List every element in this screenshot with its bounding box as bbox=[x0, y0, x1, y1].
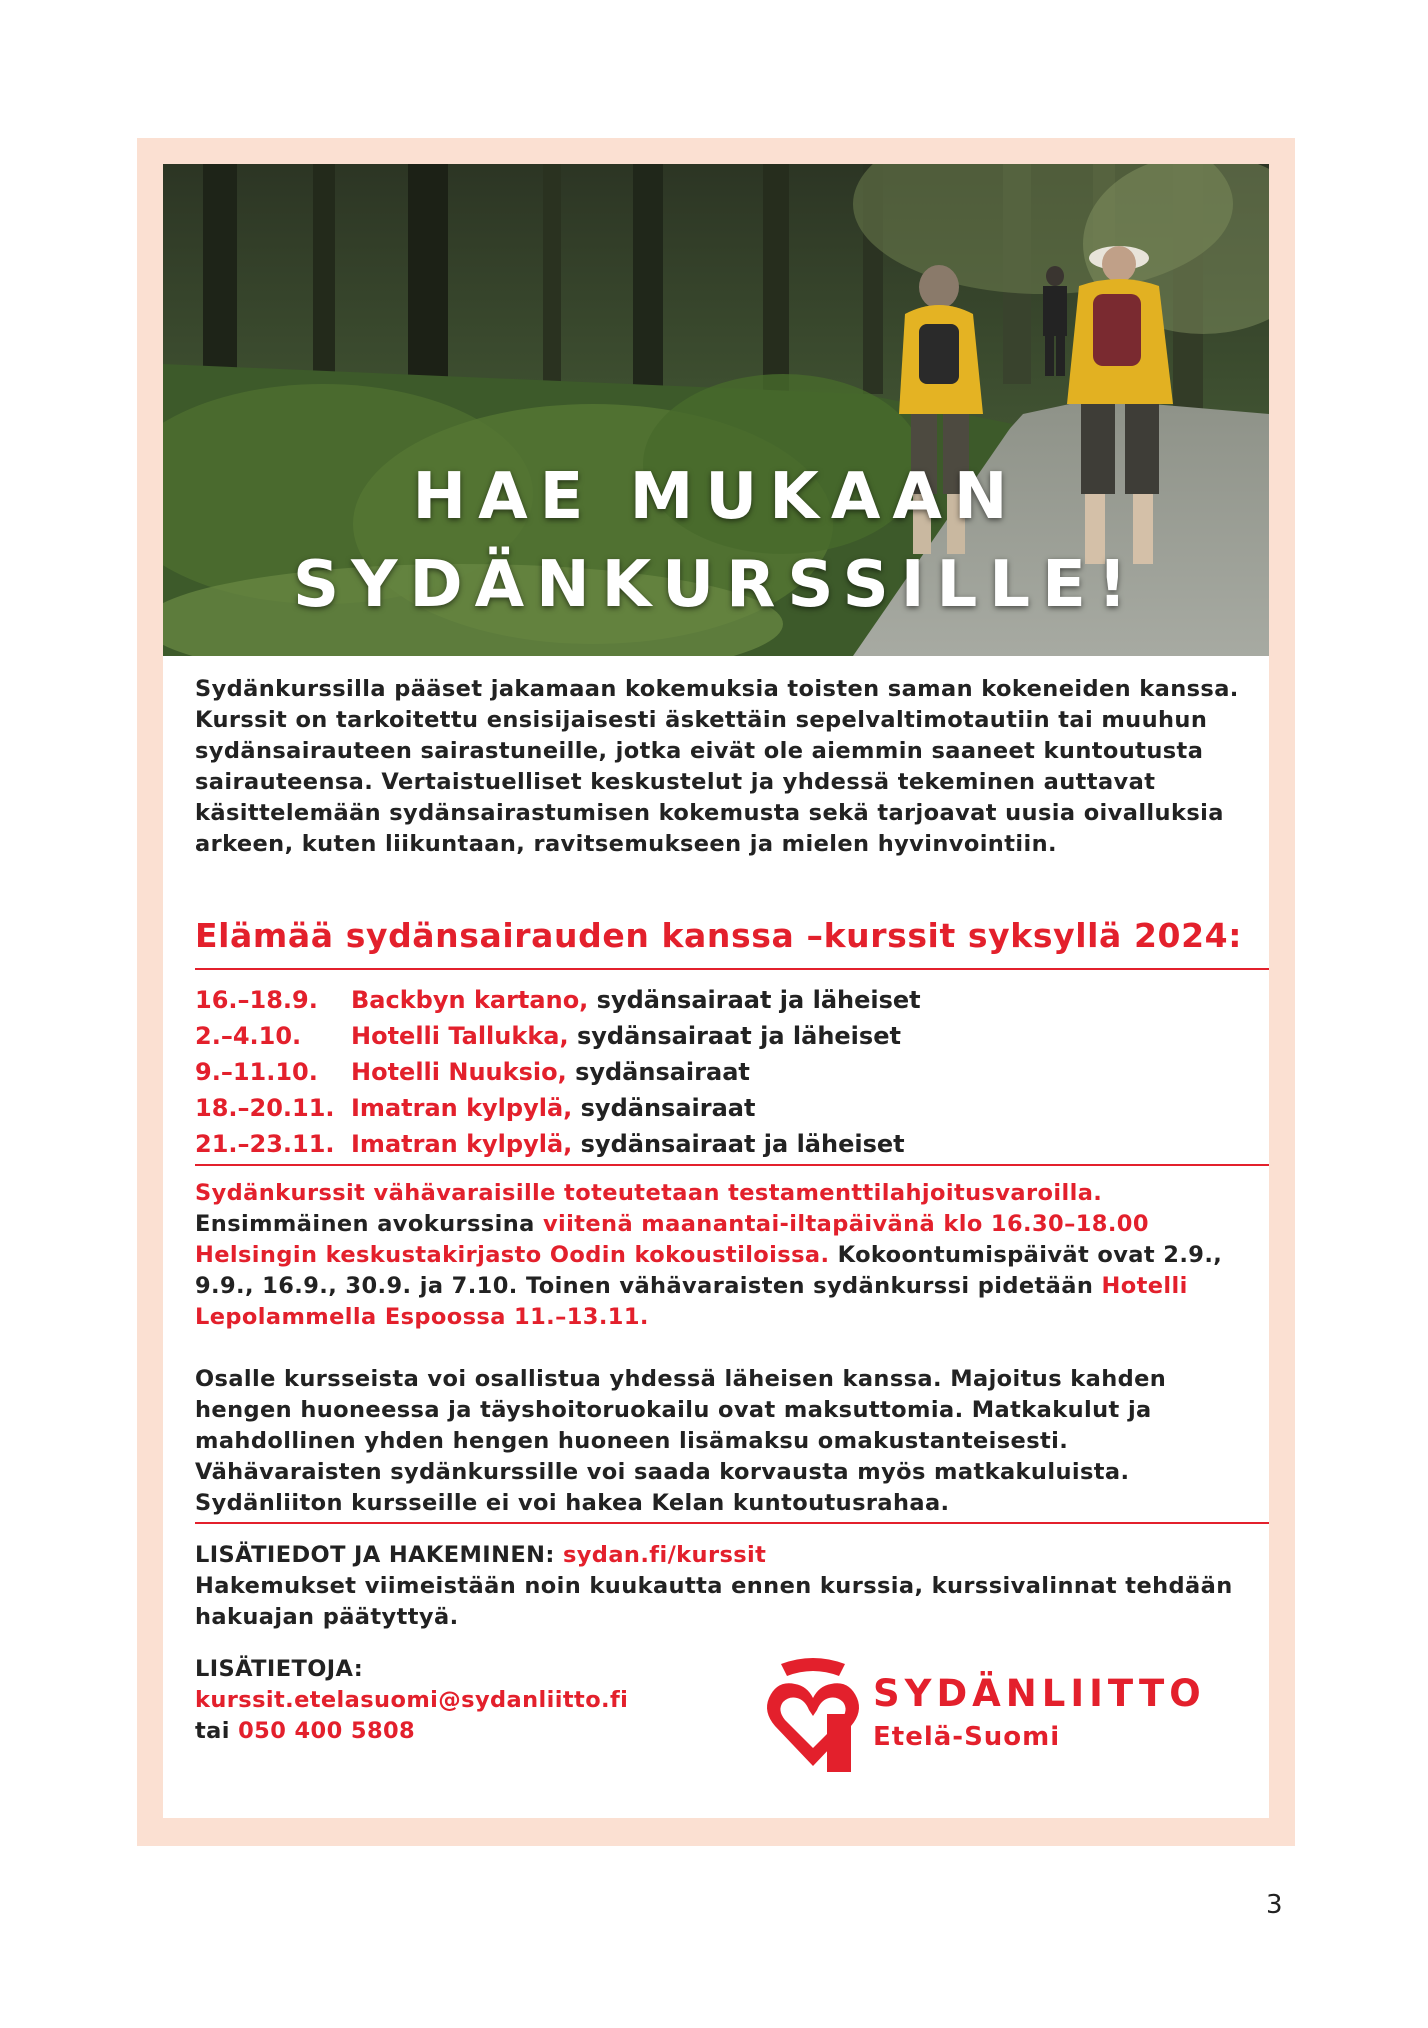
apply-text: Hakemukset viimeistään noin kuukautta ennen kurssia, kurssivalinnat tehdään hakuajan päätyttyä. bbox=[195, 1573, 1233, 1630]
course-row bbox=[195, 1126, 1245, 1162]
low-income-highlight2: Hotelli Lepolammella Espoossa 11.–13.11. bbox=[195, 1273, 1188, 1330]
course-date: 2.–4.10. bbox=[195, 1022, 302, 1050]
course-row bbox=[195, 1054, 1245, 1090]
low-income-lead: Sydänkurssit vähävaraisille toteutetaan testamenttilahjoitusvaroilla. bbox=[195, 1180, 1103, 1206]
costs-text: Osalle kursseista voi osallistua yhdessä läheisen kanssa. Majoitus kahden hengen huoneessa ja täyshoitoruokailu ovat maksuttomia. Matkakulut ja mahdollinen yhden hengen huoneen lisämaksu omakustanteisesti. Vähävaraisten sydänkurssille voi saada korvausta myös matkakuluista. Sydänliiton kursseille ei voi hakea Kelan kuntoutusrahaa. bbox=[195, 1366, 1167, 1516]
course-audience: sydänsairaat bbox=[575, 1058, 750, 1086]
contact-text-block bbox=[195, 1654, 795, 1747]
course-row bbox=[195, 1018, 1245, 1054]
heart-logo-icon bbox=[763, 1656, 863, 1776]
intro-text: Sydänkurssilla pääset jakamaan kokemuksia toisten saman kokeneiden kanssa. Kurssit on tarkoitettu ensisijaisesti äskettäin sepelvaltimotautiin tai muuhun sydänsairauteen sairastuneille, jotka eivät ole aiemmin saaneet kuntoutusta sairauteensa. Vertaistuelliset keskustelut ja yhdessä tekeminen auttavat käsittelemään sydänsairastumisen kokemusta sekä tarjoavat uusia oivalluksia arkeen, kuten liikuntaan, ravitsemukseen ja mielen hyvinvointiin. bbox=[195, 676, 1239, 857]
hero-photo bbox=[163, 164, 1269, 656]
course-audience: sydänsairaat ja läheiset bbox=[596, 986, 921, 1014]
course-place: Hotelli Tallukka, bbox=[351, 1022, 569, 1050]
contact-email[interactable]: kurssit.etelasuomi@sydanliitto.fi bbox=[195, 1687, 629, 1713]
logo-name: SYDÄNLIITTO bbox=[873, 1672, 1206, 1715]
course-place: Backbyn kartano, bbox=[351, 986, 589, 1014]
courses-heading: Elämää sydänsairauden kanssa –kurssit syksyllä 2024: bbox=[195, 916, 1243, 955]
course-place: Imatran kylpylä, bbox=[351, 1130, 573, 1158]
hero-title-line2: SYDÄNKURSSILLE! bbox=[293, 548, 1139, 622]
contact-or: tai bbox=[195, 1718, 230, 1744]
intro-paragraph bbox=[195, 674, 1245, 860]
apply-link[interactable]: sydan.fi/kurssit bbox=[562, 1542, 767, 1568]
contact-label: LISÄTIETOJA: bbox=[195, 1656, 364, 1682]
poster-card bbox=[163, 164, 1269, 1818]
course-audience: sydänsairaat ja läheiset bbox=[580, 1130, 905, 1158]
low-income-t1: Ensimmäinen avokurssina bbox=[195, 1211, 535, 1237]
logo-region: Etelä-Suomi bbox=[873, 1722, 1061, 1752]
apply-label: LISÄTIEDOT JA HAKEMINEN: bbox=[195, 1542, 555, 1568]
low-income-t2: Kokoontumispäivät ovat 2.9., 9.9., 16.9., 30.9. ja 7.10. Toinen vähävaraisten sydänkurssi pidetään bbox=[195, 1242, 1223, 1299]
course-place: Imatran kylpylä, bbox=[351, 1094, 573, 1122]
divider bbox=[195, 968, 1269, 970]
divider bbox=[195, 1522, 1269, 1524]
hero-title-line1: HAE MUKAAN bbox=[412, 460, 1020, 534]
course-date: 16.–18.9. bbox=[195, 986, 318, 1014]
course-audience: sydänsairaat bbox=[580, 1094, 756, 1122]
course-schedule bbox=[195, 982, 1245, 1162]
divider bbox=[195, 1164, 1269, 1166]
low-income-paragraph bbox=[195, 1178, 1255, 1333]
poster-frame bbox=[137, 138, 1295, 1846]
low-income-text bbox=[195, 1178, 1255, 1333]
apply-text-block bbox=[195, 1540, 1255, 1633]
low-income-highlight1: viitenä maanantai-iltapäivänä klo 16.30–18.00 Helsingin keskustakirjasto Oodin kokoustiloissa. bbox=[195, 1211, 1149, 1268]
course-audience: sydänsairaat ja läheiset bbox=[576, 1022, 901, 1050]
contact-phone[interactable]: 050 400 5808 bbox=[238, 1718, 416, 1744]
costs-paragraph bbox=[195, 1364, 1255, 1519]
page-number: 3 bbox=[1266, 1890, 1283, 1920]
course-row bbox=[195, 982, 1245, 1018]
course-date: 18.–20.11. bbox=[195, 1094, 335, 1122]
course-date: 9.–11.10. bbox=[195, 1058, 318, 1086]
course-place: Hotelli Nuuksio, bbox=[351, 1058, 567, 1086]
apply-section bbox=[195, 1540, 1255, 1633]
course-date: 21.–23.11. bbox=[195, 1130, 335, 1158]
contact-section bbox=[195, 1654, 795, 1747]
sydanliitto-logo bbox=[763, 1656, 1223, 1776]
course-row bbox=[195, 1090, 1245, 1126]
